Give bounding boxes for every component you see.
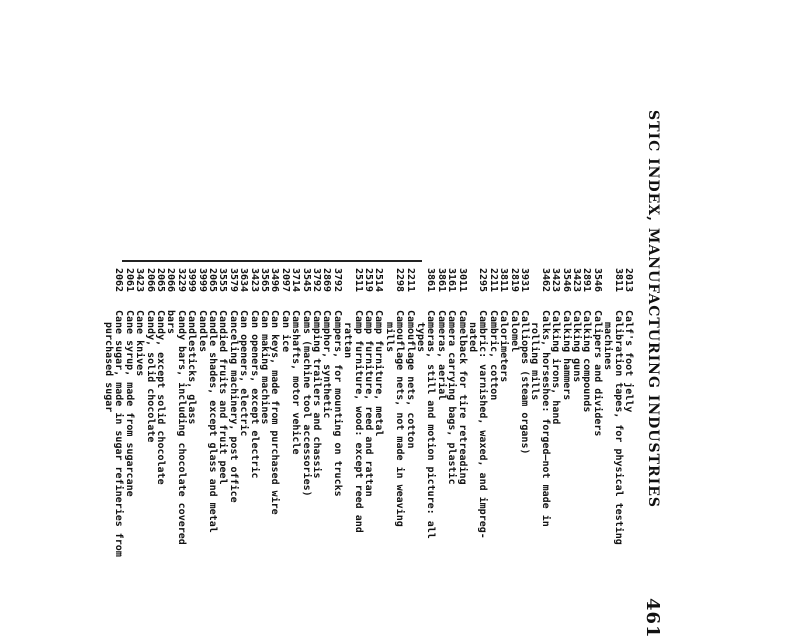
sic-code: 2066 xyxy=(165,268,177,293)
sic-code: 3161 xyxy=(446,268,458,293)
sic-code: 3861 xyxy=(435,268,447,293)
entry-text: Candles xyxy=(196,310,208,353)
sic-code: 3462 xyxy=(539,268,551,293)
entry-text: Calf's foot jelly xyxy=(623,310,634,413)
entry-text: Candle shades, except glass and metal xyxy=(207,310,218,533)
entry-text: Cams (machine tool accessories) xyxy=(300,310,312,497)
entry-text: Camera carrying bags, plastic xyxy=(446,310,458,485)
entry-text: Calking irons, hand xyxy=(550,310,562,425)
index-entry xyxy=(102,268,115,412)
entry-text: Candy, solid chocolate xyxy=(144,310,156,443)
sic-code: 3931 xyxy=(519,268,530,293)
entry-text: Camouflage nets, not made in weaving xyxy=(394,310,406,527)
sic-code: 2211 xyxy=(487,268,499,293)
sic-code: 2066 xyxy=(144,268,156,293)
sic-code: 3496 xyxy=(269,268,281,293)
entry-text: Campers, for mounting on trucks xyxy=(331,310,343,497)
entry-text: Can openers, except electric xyxy=(248,310,260,479)
sic-code: 3555 xyxy=(217,268,229,293)
sic-code: 2514 xyxy=(373,268,385,293)
entry-text: Candy bars, including chocolate covered xyxy=(175,310,187,545)
entry-text: Candied fruits and fruit peel xyxy=(217,310,229,485)
sic-code: 3423 xyxy=(248,268,260,293)
rotated-page-content xyxy=(103,100,667,640)
entry-text: Camelback for tire retreading xyxy=(456,310,468,485)
entry-text: Camp furniture, metal xyxy=(373,310,385,437)
entry-text: Cambric: varnished, waxed, and impreg- xyxy=(477,310,489,539)
sic-code: 2097 xyxy=(279,268,291,293)
sic-code: 3792 xyxy=(311,268,322,293)
sic-code: 2211 xyxy=(404,268,416,293)
entry-text: Canceling machinery, post office xyxy=(227,310,239,503)
sic-code: 2891 xyxy=(581,268,593,293)
sic-code: 2061 xyxy=(123,268,135,293)
sic-code: 2013 xyxy=(623,268,634,293)
running-title: STIC INDEX, MANUFACTURING INDUSTRIES xyxy=(645,110,661,508)
entry-text: Cane sugar, made in sugar refineries from xyxy=(113,310,125,557)
sic-code: 2295 xyxy=(477,268,489,293)
sic-code: 2062 xyxy=(113,268,125,293)
entry-text: Cane syrup, made from sugarcane xyxy=(123,310,135,497)
entry-text: Calks, horseshoe: forged—not made in xyxy=(539,310,551,527)
entry-text: Camping trailers and chassis xyxy=(311,310,322,479)
entry-text: types xyxy=(415,322,426,353)
sic-code: 2511 xyxy=(352,268,364,293)
sic-code: 3999 xyxy=(186,268,198,293)
sic-code: 3011 xyxy=(456,268,468,293)
entry-text: Calking guns xyxy=(571,310,582,383)
entry-text: Calipers and dividers xyxy=(591,310,603,437)
entry-text: Camp furniture, wood: except reed and xyxy=(352,310,364,533)
entry-text: Camshafts, motor vehicle xyxy=(290,310,302,455)
column-divider xyxy=(122,260,422,262)
entry-text: rolling mills xyxy=(529,322,541,401)
entry-text: Cane knives xyxy=(134,310,146,377)
sic-code: 2869 xyxy=(321,268,333,293)
entry-text: Cameras, still and motion picture: all xyxy=(425,310,437,539)
entry-text: Calliopes (steam organs) xyxy=(519,310,530,455)
entry-text: rattan xyxy=(342,322,354,359)
sic-code: 3229 xyxy=(175,268,187,293)
entry-text: machines xyxy=(602,322,614,371)
sic-code: 2519 xyxy=(363,268,374,293)
entry-text: Can ice xyxy=(279,310,291,353)
sic-code: 3999 xyxy=(196,268,208,293)
sic-code: 3811 xyxy=(498,268,510,293)
sic-code: 3565 xyxy=(259,268,270,293)
sic-code: 3792 xyxy=(331,268,343,293)
entry-text: Calomel xyxy=(508,310,520,353)
sic-code: 3634 xyxy=(238,268,250,293)
entry-text: bars xyxy=(165,310,177,335)
sic-code: 3579 xyxy=(227,268,239,293)
sic-code: 3423 xyxy=(134,268,146,293)
entry-text: Cameras, aerial xyxy=(435,310,447,401)
sic-code: 3423 xyxy=(550,268,562,293)
sic-code: 3714 xyxy=(290,268,302,293)
sic-code: 3861 xyxy=(425,268,437,293)
entry-text: Camp furniture, reed and rattan xyxy=(363,310,374,497)
page-number: 461 xyxy=(642,598,663,639)
sic-code: 3546 xyxy=(560,268,572,293)
entry-text: Camphor, synthetic xyxy=(321,310,333,419)
entry-text: Calking hammers xyxy=(560,310,572,401)
entry-text: Candy, except solid chocolate xyxy=(155,310,166,485)
entry-text: Calking compounds xyxy=(581,310,593,413)
entry-text: Candlesticks, glass xyxy=(186,310,198,425)
entry-text: Calorimeters xyxy=(498,310,510,383)
sic-code: 3811 xyxy=(612,268,624,293)
sic-code: 2298 xyxy=(394,268,406,293)
entry-text: mills xyxy=(383,322,395,353)
entry-text: Can keys, made from purchased wire xyxy=(269,310,281,515)
entry-text: Calibration tapes, for physical testing xyxy=(612,310,624,545)
entry-text: Can making machines xyxy=(259,310,270,425)
entry-text: purchased sugar xyxy=(103,322,114,413)
entry-text: Can openers, electric xyxy=(238,310,250,437)
entry-text: Cambric, cotton xyxy=(487,310,499,401)
entry-text: nated xyxy=(467,322,478,353)
sic-code: 2819 xyxy=(508,268,520,293)
entry-text: Camouflage nets, cotton xyxy=(404,310,416,449)
sic-code: 2065 xyxy=(155,268,166,293)
sic-code: 3423 xyxy=(571,268,582,293)
sic-code: 3546 xyxy=(591,268,603,293)
sic-code: 2065 xyxy=(207,268,218,293)
sic-code: 3545 xyxy=(300,268,312,293)
